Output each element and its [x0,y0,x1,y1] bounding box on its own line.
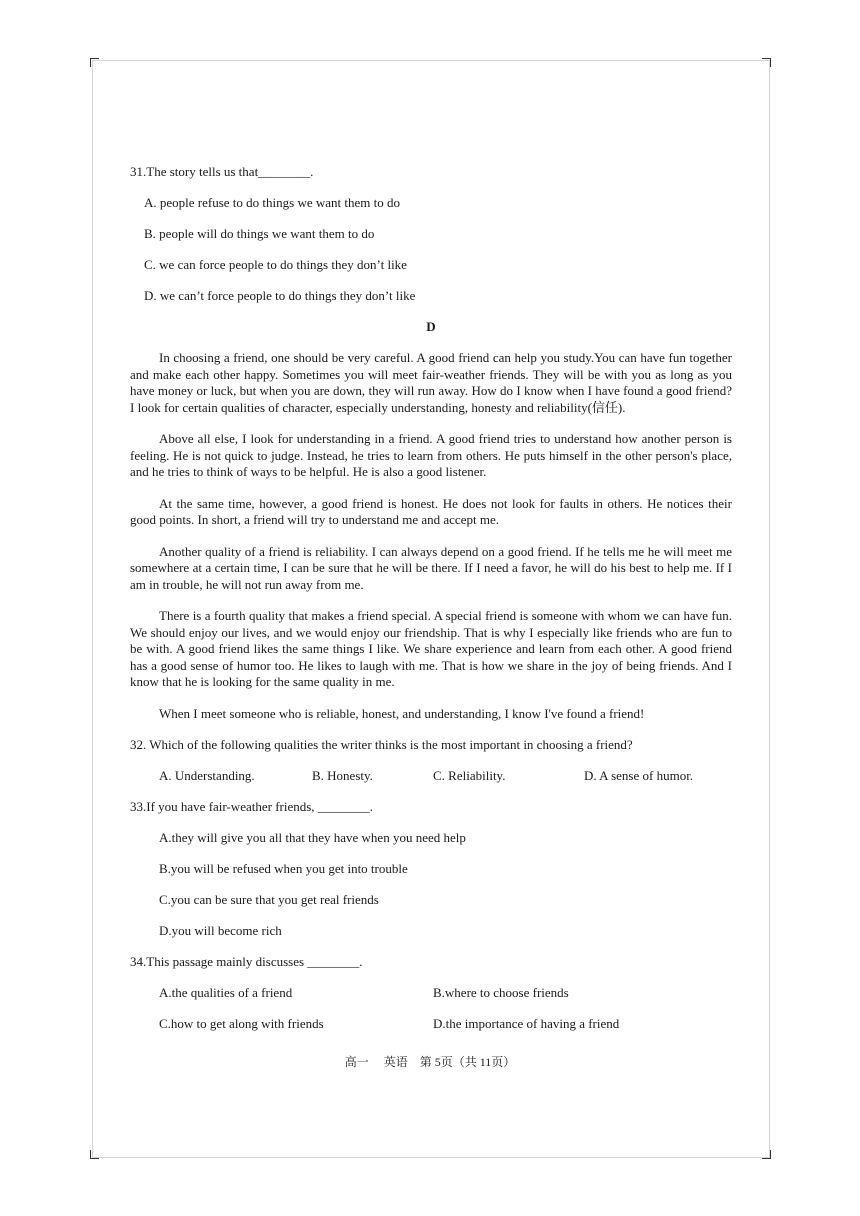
question-33-option-b: B.you will be refused when you get into trouble [159,861,408,876]
question-34-option-a: A.the qualities of a friend [159,985,293,1000]
question-32-options [159,768,732,784]
question-33-option-d: D.you will become rich [159,923,282,938]
question-31-option-d: D. we can’t force people to do things they don’t like [144,288,416,303]
question-34-option-c: C.how to get along with friends [159,1016,324,1031]
question-34-stem: 34.This passage mainly discusses ________. [130,954,363,969]
question-34-option-d: D.the importance of having a friend [433,1016,620,1031]
question-31-option-b: B. people will do things we want them to do [144,226,375,241]
crop-mark-top-left [90,58,99,67]
passage-paragraph: When I meet someone who is reliable, honest, and understanding, I know I've found a friend! [159,705,645,721]
question-31-option-c: C. we can force people to do things they don’t like [144,257,407,272]
passage-paragraph: Another quality of a friend is reliability. I can always depend on a good friend. If he tells me he will meet me somewhere at a certain time, I can be sure that he will be there. If I need a favor, he will do his best to help me. If I am in trouble, he will not run away from me. [130,543,732,592]
passage-paragraph: At the same time, however, a good friend is honest. He does not look for faults in others. He notices their good points. In short, a friend will try to understand me and accept me. [130,495,732,527]
question-31-option-a: A. people refuse to do things we want them to do [144,195,400,210]
question-32-option-a: A. Understanding. [159,768,255,783]
page-footer: 高一 英语 第 5页（共 11页） [344,1055,516,1069]
question-34 [130,954,732,1032]
question-32-option-b: B. Honesty. [312,768,373,783]
question-33-option-c: C.you can be sure that you get real friends [159,892,379,907]
document-content [130,164,732,1047]
question-33-stem: 33.If you have fair-weather friends, ________. [130,799,374,814]
question-32-stem: 32. Which of the following qualities the writer thinks is the most important in choosing a friend? [130,737,633,752]
crop-mark-top-right [762,58,771,67]
passage-paragraph: There is a fourth quality that makes a friend special. A special friend is someone with whom we can have fun. We should enjoy our lives, and we would enjoy our friendship. That is why I especially like friends who are fun to be with. A good friend likes the same things I like. We share experience and learn from each other. A good friend has a good sense of humor too. He likes to laugh with me. That is how we share in the joy of being friends. And I know that he is looking for the same quality in me. [130,608,732,689]
crop-mark-bottom-right [762,1150,771,1159]
passage-paragraph: Above all else, I look for understanding in a friend. A good friend tries to understand how another person is feeling. He is not quick to judge. Instead, he tries to learn from others. He puts himself in the other person's place, and he tries to think of ways to be helpful. He is also a good listener. [130,431,732,479]
passage-paragraph: In choosing a friend, one should be very careful. A good friend can help you study.You can have fun together and make each other happy. Sometimes you will meet fair-weather friends. They will be with you as long as you have money or luck, but when you are down, they will run away. How do I know when I have found a good friend? I look for certain qualities of character, especially understanding, honesty and reliability(信任). [130,350,732,415]
question-34-option-b: B.where to choose friends [433,985,569,1000]
question-34-options-row-1 [159,985,732,1001]
passage-heading: D [426,319,436,334]
question-34-options-row-2 [159,1016,732,1032]
question-32 [130,737,732,784]
question-33 [130,799,732,939]
question-31-stem: 31.The story tells us that________. [130,164,314,179]
passage-d [130,350,732,722]
crop-mark-bottom-left [90,1150,99,1159]
question-33-option-a: A.they will give you all that they have when you need help [159,830,466,845]
question-31 [130,164,732,304]
question-32-option-c: C. Reliability. [433,768,506,783]
question-32-option-d: D. A sense of humor. [584,768,694,783]
